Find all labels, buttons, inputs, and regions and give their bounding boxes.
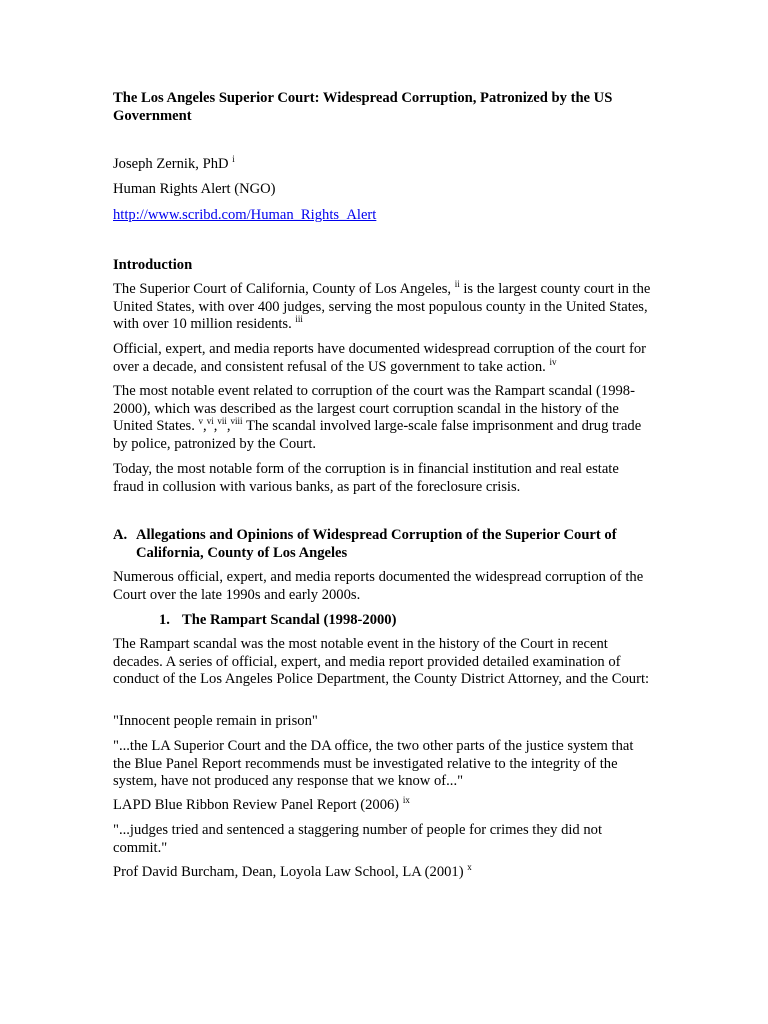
quote-innocent-people: "Innocent people remain in prison" — [113, 713, 318, 729]
author-url-line — [113, 207, 653, 225]
endnote-ref[interactable]: iii — [295, 314, 303, 325]
source-burcham: Prof David Burcham, Dean, Loyola Law School, LA (2001) $^x$ — [113, 862, 472, 880]
endnote-ref[interactable]: viii — [230, 416, 243, 427]
quote-judges: "...judges tried and sentenced a staggering number of people for crimes they did not commit." — [113, 822, 603, 856]
endnote-ref[interactable]: x — [467, 862, 472, 872]
quote-la-superior-court: "...the LA Superior Court and the DA office, the two other parts of the justice system that the Blue Panel Report recommends must be investigated relative to the integrity of the system, have not produced any response that we know of..." — [113, 738, 634, 790]
endnote-ref[interactable]: vii — [217, 416, 227, 427]
author-organization: Human Rights Alert (NGO) — [113, 181, 276, 197]
intro-paragraph-2: Official, expert, and media reports have documented widespread corruption of the court for over a decade, and consistent refusal of the US government to take action. $^{iv}$ — [113, 341, 647, 375]
rampart-paragraph: The Rampart scandal was the most notable event in the history of the Court in recent decades. A series of official, expert, and media report provided detailed examination of conduct of the Los Angeles Police Department, the County District Attorney, and the Court: — [113, 636, 650, 688]
section-a-paragraph: Numerous official, expert, and media reports documented the widespread corruption of the Court over the late 1990s and early 2000s. — [113, 569, 644, 603]
intro-paragraph-1: The Superior Court of California, County of Los Angeles, $^{ii}$ is the largest county court in the United States, with over 400 judges, serving the most populous county in the United States, with over 10 million residents. $^{iii}$ — [113, 279, 651, 333]
section-marker: A. — [113, 527, 128, 543]
endnote-ref[interactable]: i — [232, 154, 235, 164]
intro-paragraph-4: Today, the most notable form of the corruption is in financial institution and real estate fraud in collusion with various banks, as part of the foreclosure crisis. — [113, 461, 619, 495]
author-line — [113, 156, 653, 174]
endnote-ref[interactable]: ix — [402, 795, 410, 805]
endnote-ref[interactable]: v — [198, 416, 204, 427]
intro-paragraph-3: The most notable event related to corruption of the court was the Rampart scandal (1998-2000), which was described as the largest court corruption scandal in the history of the United States. $^v$,$^{vi}$,$^{vii}$,$^{viii}$ The scandal involved large-scale false imprisonment and drug trade by police, patronized by the Court. — [113, 383, 642, 452]
author-name: Joseph Zernik, PhD — [113, 156, 229, 172]
endnote-ref[interactable]: ii — [454, 279, 460, 289]
subsection-marker: 1. — [159, 612, 170, 628]
endnote-ref[interactable]: iv — [549, 356, 557, 367]
source-blue-ribbon: LAPD Blue Ribbon Review Panel Report (2006) $^{ix}$ — [113, 795, 410, 813]
section-a-heading: A. Allegations and Opinions of Widespread Corruption of the Superior Court of California, County of Los Angeles — [113, 527, 617, 561]
document-title: The Los Angeles Superior Court: Widespread Corruption, Patronized by the US Government — [113, 90, 613, 124]
introduction-heading: Introduction — [113, 257, 193, 273]
endnote-ref[interactable]: vi — [206, 416, 214, 427]
subsection-1-heading: 1. The Rampart Scandal (1998-2000) — [159, 612, 397, 628]
author-url-link[interactable]: http://www.scribd.com/Human_Rights_Alert — [113, 207, 377, 223]
